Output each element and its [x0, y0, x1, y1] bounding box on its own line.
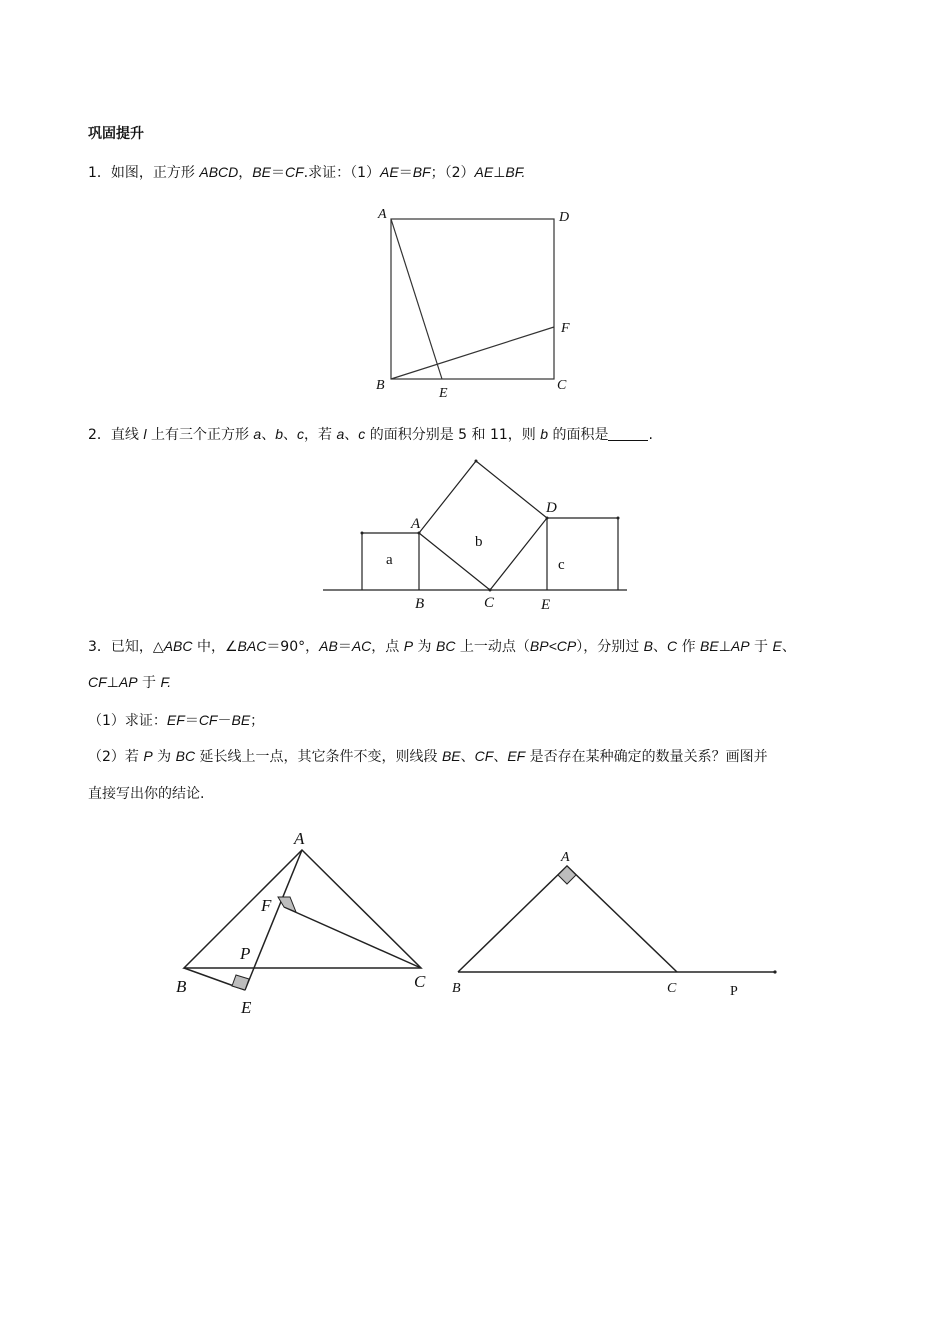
math-var: l	[143, 426, 147, 442]
text: 于	[137, 675, 161, 691]
square-c	[547, 518, 618, 590]
math-var: CF	[88, 674, 107, 690]
label-p: P	[240, 944, 251, 963]
text: 的面积是	[548, 427, 609, 443]
question-number: 3．	[88, 639, 111, 655]
math-var: AE	[474, 164, 494, 180]
math-var: c	[297, 426, 304, 442]
label-p: P	[730, 984, 738, 999]
math-var: BP<CP	[529, 638, 577, 654]
segment-ae	[391, 219, 442, 379]
text: 、	[781, 639, 796, 655]
figure-1-square	[391, 219, 554, 379]
text: 的面积分别是 5 和 11，则	[365, 427, 541, 443]
text: 、	[344, 427, 359, 443]
math-var: BF	[412, 164, 431, 180]
math-var: F.	[160, 674, 172, 690]
math-var: AB	[319, 638, 338, 654]
label-e: E	[439, 386, 448, 401]
label-b: B	[415, 596, 425, 612]
math-var: BE	[231, 712, 251, 728]
text: ，点	[371, 639, 404, 655]
math-var: E	[772, 638, 782, 654]
vertex-dot	[617, 517, 620, 520]
math-var: BF.	[505, 164, 526, 180]
text: ，若	[304, 427, 337, 443]
text: ＝	[398, 165, 413, 181]
text: 已知，△	[110, 639, 164, 655]
label-square-c: c	[558, 557, 565, 573]
label-square-a: a	[386, 552, 393, 568]
text: ⊥	[493, 165, 506, 181]
math-var: BE	[441, 748, 461, 764]
math-var: AP	[730, 638, 750, 654]
math-var: P	[403, 638, 414, 654]
right-angle-a	[558, 866, 576, 884]
label-c: C	[484, 595, 495, 611]
text: 直线	[110, 427, 144, 443]
text: 、	[653, 639, 667, 655]
text: （2）若	[88, 749, 144, 765]
math-var: AE	[380, 164, 399, 180]
text: ⊥	[718, 639, 731, 655]
math-var: BAC	[237, 638, 267, 654]
right-angle-f	[278, 897, 296, 912]
text: 上一动点（	[455, 639, 530, 655]
segment-bf	[391, 327, 554, 379]
label-f: F	[561, 321, 570, 336]
math-var: BE	[700, 638, 719, 654]
text: 、	[460, 749, 475, 765]
label-f: F	[261, 896, 272, 915]
section-title: 巩固提升	[88, 126, 144, 142]
label-a: A	[411, 516, 421, 532]
label-c: C	[414, 972, 426, 991]
text: ；（2）	[430, 165, 475, 181]
label-a: A	[561, 850, 570, 865]
text: 于	[749, 639, 773, 655]
label-c: C	[667, 981, 677, 996]
text: 作	[677, 639, 701, 655]
math-var: c	[358, 426, 366, 442]
endpoint-dot	[773, 970, 776, 973]
text: 、	[283, 427, 297, 443]
text: .求证：（1）	[303, 165, 380, 181]
question-3-part-2-cont: 直接写出你的结论.	[88, 786, 205, 802]
triangle-abc	[184, 850, 421, 968]
text: 如图，正方形	[110, 165, 200, 181]
label-b: B	[376, 378, 385, 393]
label-e: E	[541, 597, 551, 613]
text: 延长线上一点，其它条件不变，则线段	[195, 749, 442, 765]
text: ；	[250, 713, 265, 729]
math-var: ABCD	[199, 164, 239, 180]
square-vertices	[361, 460, 620, 592]
text: ＝	[184, 713, 199, 729]
text: .	[648, 427, 653, 443]
label-b: B	[452, 981, 461, 996]
math-var: b	[275, 426, 283, 442]
text: 为	[413, 639, 436, 655]
math-var: B	[643, 638, 653, 654]
segment-ae	[245, 850, 302, 990]
text: ＝	[270, 165, 285, 181]
math-var: ABC	[163, 638, 193, 654]
math-var: CF	[198, 712, 218, 728]
question-number: 1．	[88, 165, 111, 181]
text: ＝90°，	[266, 639, 320, 655]
label-a: A	[294, 829, 305, 848]
figure-2-squares	[323, 461, 627, 590]
math-var: CF	[474, 748, 494, 764]
label-c: C	[557, 378, 567, 393]
math-var: BC	[175, 748, 196, 764]
vertex-dot	[546, 517, 549, 520]
math-var: a	[253, 426, 262, 442]
math-var: AP	[118, 674, 138, 690]
math-var: C	[667, 638, 678, 654]
label-b: B	[176, 977, 187, 996]
text: 、	[261, 427, 276, 443]
vertex-dot	[489, 589, 492, 592]
vertex-dot	[475, 460, 478, 463]
math-var: EF	[507, 748, 526, 764]
figure-3-right	[458, 866, 775, 972]
label-e: E	[241, 998, 252, 1017]
text: （1）求证：	[88, 713, 167, 729]
label-square-b: b	[475, 534, 483, 550]
text: 为	[152, 749, 176, 765]
math-var: a	[336, 426, 345, 442]
text: 、	[493, 749, 508, 765]
square-b	[419, 461, 547, 590]
text: 是否存在某种确定的数量关系？画图并	[525, 749, 768, 765]
math-var: AC	[351, 638, 372, 654]
math-var: BE	[252, 164, 271, 180]
text: ＝	[337, 639, 352, 655]
figure-3-left	[184, 850, 421, 990]
text: ），分别过	[576, 639, 644, 655]
question-number: 2．	[88, 427, 111, 443]
text: －	[217, 713, 232, 729]
segment-cf	[284, 907, 421, 968]
vertex-dot	[361, 532, 364, 535]
square-abcd	[391, 219, 554, 379]
text: 上有三个正方形	[146, 427, 254, 443]
label-d: D	[559, 210, 570, 225]
label-d: D	[546, 500, 557, 516]
math-var: EF	[166, 712, 185, 728]
text: ⊥	[106, 675, 119, 691]
text: 中，∠	[192, 639, 238, 655]
label-a: A	[378, 207, 387, 222]
text: ，	[238, 165, 253, 181]
math-var: BC	[435, 638, 456, 654]
math-var: P	[143, 748, 153, 764]
math-var: b	[540, 426, 549, 442]
math-var: CF	[284, 164, 304, 180]
